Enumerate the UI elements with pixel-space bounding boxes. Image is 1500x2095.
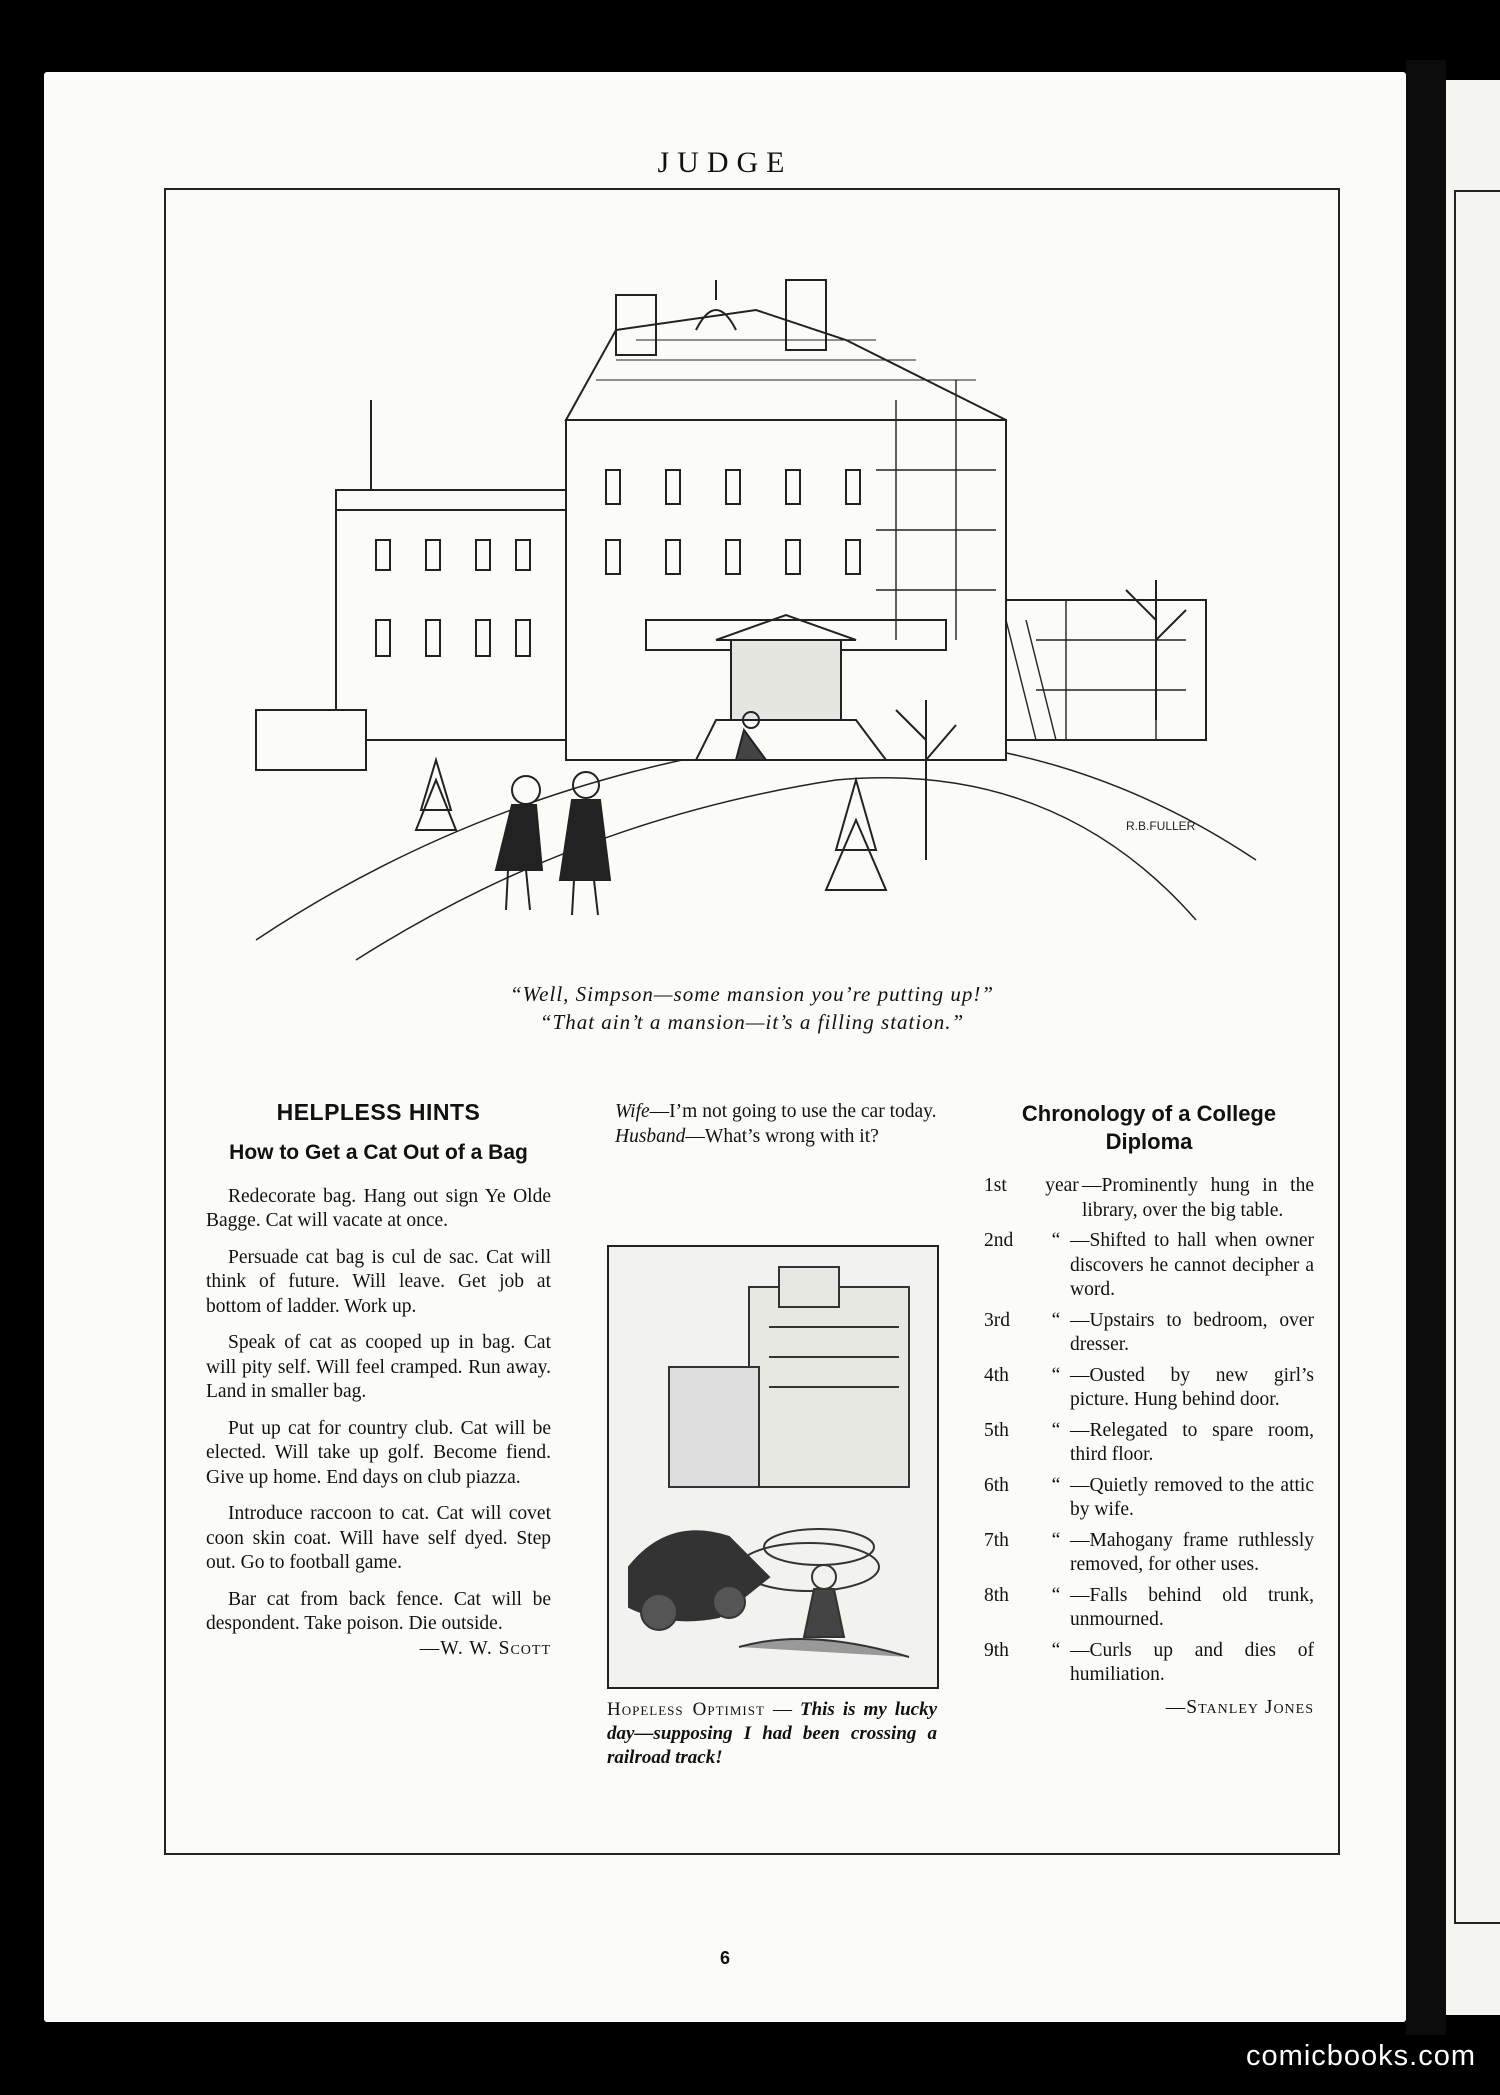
entry-year: 8th	[984, 1584, 1009, 1606]
entry-ditto: “	[1051, 1309, 1061, 1331]
caption-line-1: “Well, Simpson—some mansion you’re putting up!”	[509, 982, 995, 1006]
cartoon-label: Hopeless Optimist	[607, 1699, 765, 1720]
watermark: comicbooks.com	[1246, 2040, 1476, 2072]
book-spine-shadow	[1406, 60, 1446, 2035]
masthead: JUDGE	[657, 146, 793, 179]
chronology-entry	[984, 1529, 1314, 1578]
entry-text: —Relegated to spare room, third floor.	[1070, 1419, 1314, 1465]
hint-paragraph: Persuade cat bag is cul de sac. Cat will think of future. Will leave. Get job at bottom of ladder. Work up.	[206, 1246, 551, 1317]
illustration-caption	[166, 980, 1338, 1036]
hint-paragraph: Put up cat for country club. Cat will be elected. Will take up golf. Become fiend. Give up home. End days on club piazza.	[206, 1417, 551, 1488]
entry-ditto: “	[1051, 1419, 1061, 1441]
chronology-title: Chronology of a College Diploma	[1021, 1101, 1277, 1154]
husband-label: Husband	[615, 1125, 686, 1147]
entry-text: —Ousted by new girl’s picture. Hung behind door.	[1070, 1364, 1314, 1410]
entry-year: 5th	[984, 1419, 1009, 1441]
adjacent-page-edge	[1446, 80, 1500, 2015]
wife-label: Wife	[615, 1101, 650, 1122]
cartoon-caption	[607, 1698, 937, 1770]
chronology-entry	[984, 1364, 1314, 1413]
entry-text: —Shifted to hall when owner discovers he cannot decipher a word.	[1070, 1230, 1314, 1300]
entry-ditto: “	[1051, 1584, 1061, 1606]
hint-paragraph: Speak of cat as cooped up in bag. Cat will pity self. Will feel cramped. Run away. Land in smaller bag.	[206, 1332, 551, 1402]
entry-ditto: year	[1045, 1175, 1079, 1196]
entry-text: —Upstairs to bedroom, over dresser.	[1070, 1309, 1314, 1355]
helpless-hints-subtitle: How to Get a Cat Out of a Bag	[229, 1140, 528, 1164]
hopeless-optimist-cartoon	[607, 1245, 939, 1689]
helpless-hints-title: HELPLESS HINTS	[276, 1099, 481, 1125]
entry-year: 1st	[984, 1175, 1007, 1196]
husband-text: —What’s wrong with it?	[685, 1125, 879, 1147]
cartoon-dash: —	[764, 1699, 800, 1720]
entry-year: 2nd	[984, 1230, 1014, 1251]
magazine-page	[44, 72, 1406, 2022]
entry-text: —Curls up and dies of humiliation.	[1070, 1639, 1314, 1685]
chronology-entry	[984, 1639, 1314, 1688]
entry-year: 9th	[984, 1639, 1009, 1661]
hint-paragraph: Introduce raccoon to cat. Cat will covet coon skin coat. Will have self dyed. Step out. Go to football game.	[206, 1503, 551, 1573]
mansion-illustration	[196, 220, 1306, 980]
page-number: 6	[719, 1948, 730, 1968]
chronology-byline: —Stanley Jones	[1165, 1696, 1314, 1718]
entry-text: —Mahogany frame ruthlessly removed, for other uses.	[1070, 1529, 1314, 1575]
chronology-entry	[984, 1474, 1314, 1523]
chronology-entry	[984, 1419, 1314, 1468]
entry-year: 3rd	[984, 1309, 1010, 1331]
entry-text: —Prominently hung in the library, over the big table.	[1082, 1175, 1314, 1221]
entry-ditto: “	[1051, 1230, 1061, 1251]
wife-text: —I’m not going to use the car today.	[649, 1101, 937, 1122]
entry-ditto: “	[1051, 1474, 1061, 1496]
hint-paragraph: Bar cat from back fence. Cat will be despondent. Take poison. Die outside.	[206, 1588, 551, 1634]
hint-paragraph: Redecorate bag. Hang out sign Ye Olde Bagge. Cat will vacate at once.	[206, 1185, 551, 1231]
chronology-entry	[984, 1174, 1314, 1223]
entry-text: —Falls behind old trunk, unmourned.	[1070, 1584, 1314, 1630]
cartoon-text: This is my lucky day—supposing I had been crossing a railroad track!	[607, 1699, 937, 1768]
middle-column	[593, 1100, 949, 1768]
chronology-entry	[984, 1229, 1314, 1303]
wife-line	[593, 1100, 949, 1125]
helpless-hints-column	[206, 1100, 551, 1661]
illustration-signature: R.B.FULLER	[1126, 819, 1196, 833]
entry-year: 7th	[984, 1529, 1009, 1551]
chronology-entry	[984, 1309, 1314, 1358]
entry-year: 4th	[984, 1364, 1009, 1386]
entry-text: —Quietly removed to the attic by wife.	[1070, 1474, 1314, 1520]
caption-line-2: “That ain’t a mansion—it’s a filling station.”	[539, 1010, 965, 1034]
entry-ditto: “	[1051, 1364, 1061, 1386]
adjacent-page-frame	[1454, 190, 1500, 1924]
entry-ditto: “	[1051, 1529, 1061, 1551]
helpless-hints-byline: —W. W. Scott	[419, 1637, 551, 1659]
page-frame	[164, 188, 1340, 1855]
entry-ditto: “	[1051, 1639, 1061, 1661]
chronology-entry	[984, 1584, 1314, 1633]
entry-year: 6th	[984, 1474, 1009, 1496]
chronology-column	[984, 1100, 1314, 1720]
husband-line	[593, 1125, 949, 1150]
